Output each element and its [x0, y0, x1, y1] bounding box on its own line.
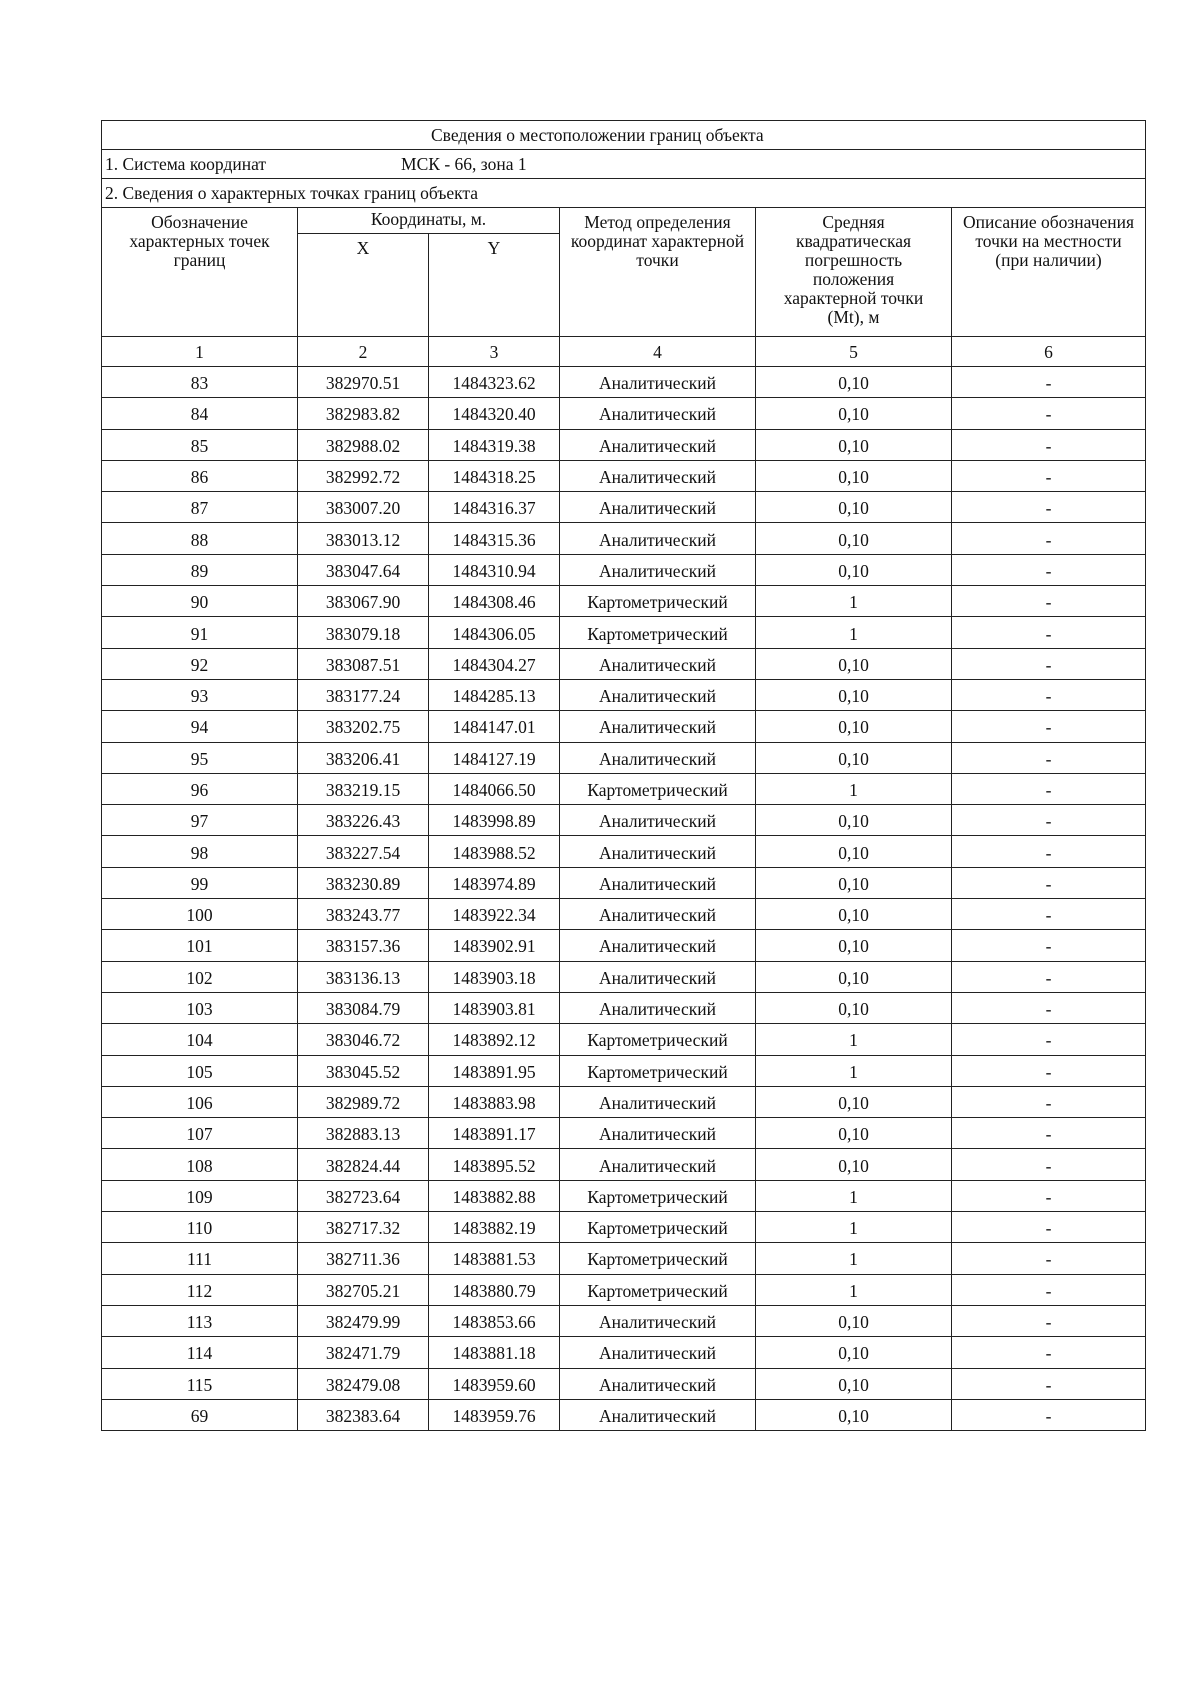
table-row — [102, 617, 1146, 648]
point-number-cell: 111 — [102, 1243, 298, 1274]
table-row — [102, 1337, 1146, 1368]
description-cell: - — [952, 617, 1146, 648]
method-cell: Аналитический — [560, 742, 756, 773]
mean-error-cell: 0,10 — [756, 492, 952, 523]
method-cell: Аналитический — [560, 492, 756, 523]
method-cell: Аналитический — [560, 398, 756, 429]
table-row — [102, 1368, 1146, 1399]
table-row — [102, 1149, 1146, 1180]
mean-error-cell: 0,10 — [756, 554, 952, 585]
mean-error-cell: 0,10 — [756, 523, 952, 554]
coordinate-system-value: МСК - 66, зона 1 — [401, 153, 527, 174]
y-coordinate-cell: 1483892.12 — [429, 1024, 560, 1055]
column-number: 6 — [952, 337, 1146, 367]
mean-error-cell: 0,10 — [756, 367, 952, 398]
table-row — [102, 460, 1146, 491]
x-coordinate-cell: 382883.13 — [298, 1118, 429, 1149]
x-coordinate-cell: 382723.64 — [298, 1180, 429, 1211]
table-row — [102, 554, 1146, 585]
x-coordinate-cell: 383227.54 — [298, 836, 429, 867]
y-coordinate-cell: 1483853.66 — [429, 1305, 560, 1336]
point-number-cell: 103 — [102, 992, 298, 1023]
method-cell: Картометрический — [560, 586, 756, 617]
point-number-cell: 94 — [102, 711, 298, 742]
y-coordinate-cell: 1483880.79 — [429, 1274, 560, 1305]
y-coordinate-cell: 1483988.52 — [429, 836, 560, 867]
description-cell: - — [952, 899, 1146, 930]
method-cell: Аналитический — [560, 460, 756, 491]
table-row — [102, 1180, 1146, 1211]
x-coordinate-cell: 382471.79 — [298, 1337, 429, 1368]
y-coordinate-cell: 1484315.36 — [429, 523, 560, 554]
table-row — [102, 711, 1146, 742]
y-coordinate-cell: 1483881.53 — [429, 1243, 560, 1274]
description-cell: - — [952, 1337, 1146, 1368]
description-cell: - — [952, 1149, 1146, 1180]
method-cell: Аналитический — [560, 1399, 756, 1430]
mean-error-cell: 0,10 — [756, 742, 952, 773]
description-cell: - — [952, 930, 1146, 961]
mean-error-cell: 0,10 — [756, 930, 952, 961]
y-coordinate-cell: 1484308.46 — [429, 586, 560, 617]
x-coordinate-cell: 383007.20 — [298, 492, 429, 523]
method-cell: Картометрический — [560, 1024, 756, 1055]
y-coordinate-cell: 1483883.98 — [429, 1086, 560, 1117]
y-coordinate-cell: 1484285.13 — [429, 679, 560, 710]
mean-error-cell: 1 — [756, 1180, 952, 1211]
table-row — [102, 679, 1146, 710]
mean-error-cell: 0,10 — [756, 460, 952, 491]
x-coordinate-cell: 382824.44 — [298, 1149, 429, 1180]
point-number-cell: 91 — [102, 617, 298, 648]
table-row — [102, 648, 1146, 679]
x-coordinate-cell: 383013.12 — [298, 523, 429, 554]
table-row — [102, 1274, 1146, 1305]
method-cell: Картометрический — [560, 1243, 756, 1274]
mean-error-cell: 1 — [756, 1243, 952, 1274]
y-coordinate-cell: 1483882.88 — [429, 1180, 560, 1211]
method-cell: Картометрический — [560, 773, 756, 804]
table-row — [102, 836, 1146, 867]
table-row — [102, 1086, 1146, 1117]
column-number: 5 — [756, 337, 952, 367]
x-coordinate-cell: 382717.32 — [298, 1212, 429, 1243]
description-cell: - — [952, 1274, 1146, 1305]
description-cell: - — [952, 679, 1146, 710]
point-number-cell: 88 — [102, 523, 298, 554]
description-cell: - — [952, 1368, 1146, 1399]
method-cell: Аналитический — [560, 1086, 756, 1117]
y-coordinate-cell: 1483922.34 — [429, 899, 560, 930]
description-cell: - — [952, 648, 1146, 679]
y-coordinate-cell: 1484310.94 — [429, 554, 560, 585]
y-coordinate-cell: 1484066.50 — [429, 773, 560, 804]
description-cell: - — [952, 523, 1146, 554]
document-title: Сведения о местоположении границ объекта — [102, 121, 1146, 150]
mean-error-cell: 1 — [756, 1274, 952, 1305]
header-point-designation: Обозначение характерных точек границ — [102, 208, 298, 337]
header-method: Метод определения координат характерной точки — [560, 208, 756, 337]
description-cell: - — [952, 773, 1146, 804]
boundary-document — [101, 120, 1145, 1431]
mean-error-cell: 0,10 — [756, 1305, 952, 1336]
point-number-cell: 83 — [102, 367, 298, 398]
x-coordinate-cell: 383047.64 — [298, 554, 429, 585]
x-coordinate-cell: 382479.08 — [298, 1368, 429, 1399]
y-coordinate-cell: 1484318.25 — [429, 460, 560, 491]
x-coordinate-cell: 382988.02 — [298, 429, 429, 460]
mean-error-cell: 0,10 — [756, 1086, 952, 1117]
x-coordinate-cell: 383219.15 — [298, 773, 429, 804]
header-description: Описание обозначения точки на местности (при наличии) — [952, 208, 1146, 337]
y-coordinate-cell: 1483882.19 — [429, 1212, 560, 1243]
table-row — [102, 1243, 1146, 1274]
y-coordinate-cell: 1484304.27 — [429, 648, 560, 679]
x-coordinate-cell: 383079.18 — [298, 617, 429, 648]
point-number-cell: 109 — [102, 1180, 298, 1211]
point-number-cell: 115 — [102, 1368, 298, 1399]
x-coordinate-cell: 382992.72 — [298, 460, 429, 491]
y-coordinate-cell: 1483998.89 — [429, 805, 560, 836]
description-cell: - — [952, 1180, 1146, 1211]
description-cell: - — [952, 1243, 1146, 1274]
description-cell: - — [952, 867, 1146, 898]
description-cell: - — [952, 711, 1146, 742]
description-cell: - — [952, 1118, 1146, 1149]
description-cell: - — [952, 1305, 1146, 1336]
mean-error-cell: 0,10 — [756, 429, 952, 460]
method-cell: Аналитический — [560, 930, 756, 961]
y-coordinate-cell: 1483974.89 — [429, 867, 560, 898]
section-2-title: 2. Сведения о характерных точках границ объекта — [102, 179, 1146, 208]
header-y: Y — [429, 234, 560, 337]
method-cell: Аналитический — [560, 1368, 756, 1399]
mean-error-cell: 0,10 — [756, 711, 952, 742]
y-coordinate-cell: 1483959.60 — [429, 1368, 560, 1399]
method-cell: Аналитический — [560, 648, 756, 679]
method-cell: Картометрический — [560, 1212, 756, 1243]
table-row — [102, 398, 1146, 429]
point-number-cell: 100 — [102, 899, 298, 930]
table-row — [102, 805, 1146, 836]
point-number-cell: 97 — [102, 805, 298, 836]
description-cell: - — [952, 1086, 1146, 1117]
method-cell: Аналитический — [560, 679, 756, 710]
point-number-cell: 86 — [102, 460, 298, 491]
point-number-cell: 89 — [102, 554, 298, 585]
table-row — [102, 899, 1146, 930]
x-coordinate-cell: 383045.52 — [298, 1055, 429, 1086]
point-number-cell: 99 — [102, 867, 298, 898]
method-cell: Аналитический — [560, 1118, 756, 1149]
x-coordinate-cell: 383084.79 — [298, 992, 429, 1023]
mean-error-cell: 0,10 — [756, 679, 952, 710]
point-number-cell: 101 — [102, 930, 298, 961]
point-number-cell: 96 — [102, 773, 298, 804]
method-cell: Аналитический — [560, 961, 756, 992]
table-row — [102, 930, 1146, 961]
method-cell: Картометрический — [560, 617, 756, 648]
point-number-cell: 113 — [102, 1305, 298, 1336]
description-cell: - — [952, 805, 1146, 836]
point-number-cell: 90 — [102, 586, 298, 617]
mean-error-cell: 0,10 — [756, 992, 952, 1023]
point-number-cell: 69 — [102, 1399, 298, 1430]
mean-error-cell: 1 — [756, 1055, 952, 1086]
table-row — [102, 367, 1146, 398]
method-cell: Аналитический — [560, 523, 756, 554]
description-cell: - — [952, 492, 1146, 523]
boundary-points-table — [101, 120, 1146, 1431]
point-number-cell: 92 — [102, 648, 298, 679]
point-number-cell: 102 — [102, 961, 298, 992]
description-cell: - — [952, 961, 1146, 992]
y-coordinate-cell: 1483891.95 — [429, 1055, 560, 1086]
description-cell: - — [952, 1212, 1146, 1243]
header-mean-error: Средняя квадратическая погрешность положения характерной точки (Mt), м — [756, 208, 952, 337]
y-coordinate-cell: 1484147.01 — [429, 711, 560, 742]
method-cell: Аналитический — [560, 805, 756, 836]
method-cell: Аналитический — [560, 992, 756, 1023]
method-cell: Аналитический — [560, 711, 756, 742]
mean-error-cell: 0,10 — [756, 1368, 952, 1399]
method-cell: Аналитический — [560, 367, 756, 398]
x-coordinate-cell: 383177.24 — [298, 679, 429, 710]
mean-error-cell: 0,10 — [756, 1149, 952, 1180]
y-coordinate-cell: 1483959.76 — [429, 1399, 560, 1430]
table-row — [102, 1212, 1146, 1243]
description-cell: - — [952, 367, 1146, 398]
point-number-cell: 114 — [102, 1337, 298, 1368]
method-cell: Аналитический — [560, 867, 756, 898]
column-number: 4 — [560, 337, 756, 367]
method-cell: Аналитический — [560, 836, 756, 867]
mean-error-cell: 1 — [756, 1212, 952, 1243]
y-coordinate-cell: 1483881.18 — [429, 1337, 560, 1368]
method-cell: Аналитический — [560, 429, 756, 460]
header-x: X — [298, 234, 429, 337]
column-number: 1 — [102, 337, 298, 367]
method-cell: Аналитический — [560, 1149, 756, 1180]
point-number-cell: 84 — [102, 398, 298, 429]
table-row — [102, 1024, 1146, 1055]
y-coordinate-cell: 1483895.52 — [429, 1149, 560, 1180]
description-cell: - — [952, 554, 1146, 585]
y-coordinate-cell: 1483903.81 — [429, 992, 560, 1023]
x-coordinate-cell: 383206.41 — [298, 742, 429, 773]
x-coordinate-cell: 383230.89 — [298, 867, 429, 898]
mean-error-cell: 0,10 — [756, 1399, 952, 1430]
coordinate-system-row — [102, 150, 1146, 179]
mean-error-cell: 1 — [756, 1024, 952, 1055]
description-cell: - — [952, 1055, 1146, 1086]
column-number: 2 — [298, 337, 429, 367]
mean-error-cell: 1 — [756, 773, 952, 804]
description-cell: - — [952, 742, 1146, 773]
point-number-cell: 106 — [102, 1086, 298, 1117]
table-row — [102, 1399, 1146, 1430]
point-number-cell: 95 — [102, 742, 298, 773]
x-coordinate-cell: 383046.72 — [298, 1024, 429, 1055]
description-cell: - — [952, 1399, 1146, 1430]
y-coordinate-cell: 1483891.17 — [429, 1118, 560, 1149]
mean-error-cell: 0,10 — [756, 1118, 952, 1149]
x-coordinate-cell: 383087.51 — [298, 648, 429, 679]
point-number-cell: 107 — [102, 1118, 298, 1149]
mean-error-cell: 0,10 — [756, 961, 952, 992]
mean-error-cell: 0,10 — [756, 1337, 952, 1368]
coordinate-system-label: 1. Система координат — [105, 153, 267, 174]
table-row — [102, 961, 1146, 992]
mean-error-cell: 0,10 — [756, 867, 952, 898]
x-coordinate-cell: 382705.21 — [298, 1274, 429, 1305]
point-number-cell: 110 — [102, 1212, 298, 1243]
description-cell: - — [952, 429, 1146, 460]
method-cell: Картометрический — [560, 1274, 756, 1305]
point-number-cell: 108 — [102, 1149, 298, 1180]
point-number-cell: 93 — [102, 679, 298, 710]
description-cell: - — [952, 992, 1146, 1023]
x-coordinate-cell: 382989.72 — [298, 1086, 429, 1117]
point-number-cell: 85 — [102, 429, 298, 460]
y-coordinate-cell: 1484316.37 — [429, 492, 560, 523]
table-row — [102, 586, 1146, 617]
description-cell: - — [952, 586, 1146, 617]
method-cell: Аналитический — [560, 554, 756, 585]
y-coordinate-cell: 1483902.91 — [429, 930, 560, 961]
mean-error-cell: 0,10 — [756, 899, 952, 930]
header-coordinates: Координаты, м. — [298, 208, 560, 234]
table-row — [102, 867, 1146, 898]
mean-error-cell: 1 — [756, 586, 952, 617]
point-number-cell: 104 — [102, 1024, 298, 1055]
y-coordinate-cell: 1484127.19 — [429, 742, 560, 773]
column-number: 3 — [429, 337, 560, 367]
table-row — [102, 523, 1146, 554]
table-row — [102, 992, 1146, 1023]
table-row — [102, 773, 1146, 804]
x-coordinate-cell: 383202.75 — [298, 711, 429, 742]
description-cell: - — [952, 836, 1146, 867]
y-coordinate-cell: 1484306.05 — [429, 617, 560, 648]
column-numbers-row — [102, 337, 1146, 367]
x-coordinate-cell: 383226.43 — [298, 805, 429, 836]
y-coordinate-cell: 1484320.40 — [429, 398, 560, 429]
x-coordinate-cell: 382983.82 — [298, 398, 429, 429]
table-row — [102, 1118, 1146, 1149]
description-cell: - — [952, 460, 1146, 491]
y-coordinate-cell: 1484323.62 — [429, 367, 560, 398]
mean-error-cell: 0,10 — [756, 398, 952, 429]
x-coordinate-cell: 383136.13 — [298, 961, 429, 992]
x-coordinate-cell: 382711.36 — [298, 1243, 429, 1274]
mean-error-cell: 1 — [756, 617, 952, 648]
table-row — [102, 1055, 1146, 1086]
x-coordinate-cell: 382383.64 — [298, 1399, 429, 1430]
point-number-cell: 105 — [102, 1055, 298, 1086]
mean-error-cell: 0,10 — [756, 805, 952, 836]
table-row — [102, 742, 1146, 773]
table-row — [102, 1305, 1146, 1336]
table-row — [102, 429, 1146, 460]
mean-error-cell: 0,10 — [756, 836, 952, 867]
description-cell: - — [952, 398, 1146, 429]
point-number-cell: 87 — [102, 492, 298, 523]
method-cell: Аналитический — [560, 1305, 756, 1336]
point-number-cell: 112 — [102, 1274, 298, 1305]
x-coordinate-cell: 383067.90 — [298, 586, 429, 617]
description-cell: - — [952, 1024, 1146, 1055]
method-cell: Аналитический — [560, 1337, 756, 1368]
y-coordinate-cell: 1484319.38 — [429, 429, 560, 460]
x-coordinate-cell: 383243.77 — [298, 899, 429, 930]
y-coordinate-cell: 1483903.18 — [429, 961, 560, 992]
method-cell: Аналитический — [560, 899, 756, 930]
x-coordinate-cell: 383157.36 — [298, 930, 429, 961]
x-coordinate-cell: 382970.51 — [298, 367, 429, 398]
mean-error-cell: 0,10 — [756, 648, 952, 679]
table-row — [102, 492, 1146, 523]
method-cell: Картометрический — [560, 1180, 756, 1211]
point-number-cell: 98 — [102, 836, 298, 867]
x-coordinate-cell: 382479.99 — [298, 1305, 429, 1336]
method-cell: Картометрический — [560, 1055, 756, 1086]
